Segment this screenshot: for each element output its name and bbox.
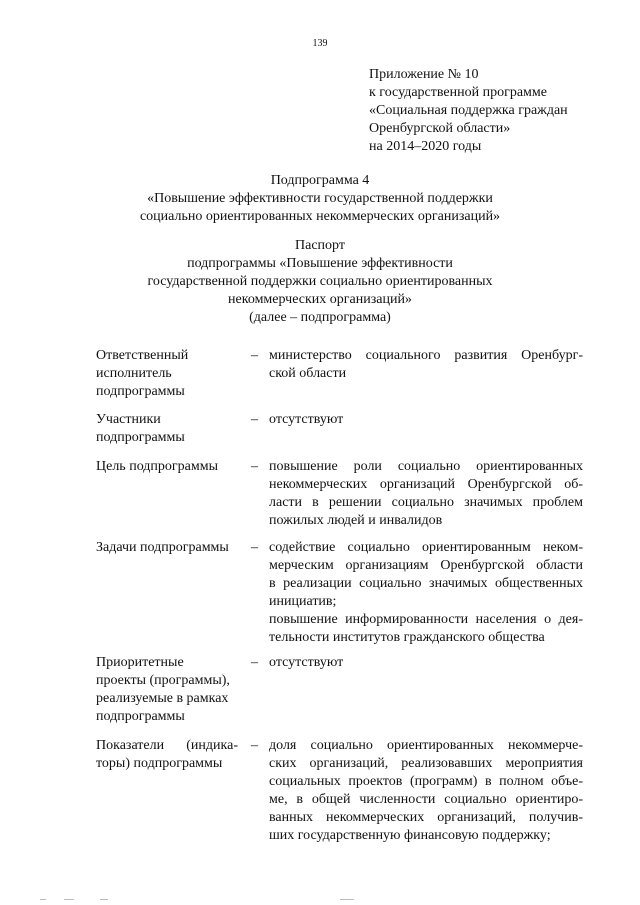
row-value [269, 347, 583, 383]
row-value [269, 411, 583, 429]
appendix-line: Оренбургской области» [369, 121, 511, 136]
row-value [269, 654, 583, 672]
scan-mark [340, 899, 354, 900]
row-label [96, 411, 246, 447]
row-label-line: Цель подпрограммы [96, 459, 218, 474]
row-value-line: социальных проектов (программ) в полном объе- [269, 774, 583, 789]
row-dash: – [251, 540, 258, 555]
row-dash: – [251, 738, 258, 753]
appendix-line: Приложение № 10 [369, 67, 479, 82]
row-dash: – [251, 655, 258, 670]
row-value-line: ской области [269, 366, 347, 381]
row-label-line: проекты (программы), [96, 673, 230, 688]
passport-title-line: Паспорт [295, 238, 345, 253]
scan-bottom-edge [0, 896, 640, 904]
row-label-line: Участники [96, 412, 161, 427]
row-value-line: в реализации социально значимых общественных [269, 576, 583, 591]
passport-title [0, 237, 640, 327]
row-value-line: содействие социально ориентированным неком- [269, 540, 583, 555]
row-value [269, 539, 583, 647]
subprogram-title-line: социально ориентированных некоммерческих организаций» [139, 209, 501, 224]
subprogram-title [0, 172, 640, 226]
row-label-line: реализуемые в рамках [96, 691, 229, 706]
row-value-line: повышение роли социально ориентированных [269, 459, 583, 474]
row-label-line: подпрограммы [96, 384, 185, 399]
subprogram-title-line: «Повышение эффективности государственной поддержки [147, 191, 493, 206]
row-value-line: повышение информированности населения о дея- [269, 612, 583, 627]
row-value-line: доля социально ориентированных некоммерче- [269, 738, 583, 753]
row-label-line: торы) подпрограммы [96, 756, 223, 771]
row-value-line: ших государственную финансовую поддержку; [269, 828, 551, 843]
row-value-line: некоммерческих организаций Оренбургской об- [269, 477, 583, 492]
appendix-header [369, 66, 568, 156]
page-number: 139 [312, 38, 328, 49]
row-label-line: Показатели (индика- [96, 738, 238, 753]
row-value [269, 737, 583, 845]
row-label [96, 539, 246, 557]
row-label-line: исполнитель [96, 366, 172, 381]
row-value-line: отсутствуют [269, 412, 344, 427]
passport-title-line: некоммерческих организаций» [228, 292, 412, 307]
row-value-line: пожилых людей и инвалидов [269, 513, 443, 528]
row-label-line: подпрограммы [96, 430, 185, 445]
row-value-line: ванных некоммерческих организаций, получив- [269, 810, 583, 825]
scan-mark [40, 899, 46, 900]
row-label-line: Ответственный [96, 348, 189, 363]
appendix-line: к государственной программе [369, 85, 547, 100]
row-value-line: ласти в решении социально значимых проблем [269, 495, 583, 510]
row-label [96, 458, 246, 476]
row-value-line: отсутствуют [269, 655, 344, 670]
row-label-line: Задачи подпрограммы [96, 540, 229, 555]
row-value-line: ских организаций, реализовавших мероприятия [269, 756, 583, 771]
appendix-line: на 2014–2020 годы [369, 139, 482, 154]
row-value [269, 458, 583, 530]
row-value-line: министерство социального развития Оренбург- [269, 348, 583, 363]
row-value-line: мерческим организациям Оренбургской области [269, 558, 583, 573]
row-label-line: подпрограммы [96, 709, 185, 724]
row-dash: – [251, 348, 258, 363]
row-dash: – [251, 412, 258, 427]
row-value-line: ме, в общей численности социально ориентиро- [269, 792, 583, 807]
row-value-line: инициатив; [269, 594, 337, 609]
row-label [96, 654, 246, 726]
scan-mark [100, 899, 108, 900]
passport-title-line: государственной поддержки социально ориентированных [147, 274, 493, 289]
subprogram-title-line: Подпрограмма 4 [270, 173, 370, 188]
row-label [96, 347, 246, 401]
scan-mark [64, 899, 74, 900]
row-label-line: Приоритетные [96, 655, 184, 670]
appendix-line: «Социальная поддержка граждан [369, 103, 568, 118]
row-value-line: тельности институтов гражданского общества [269, 630, 545, 645]
row-dash: – [251, 459, 258, 474]
passport-title-line: (далее – подпрограмма) [249, 310, 391, 325]
passport-title-line: подпрограммы «Повышение эффективности [187, 256, 453, 271]
row-label [96, 737, 246, 773]
